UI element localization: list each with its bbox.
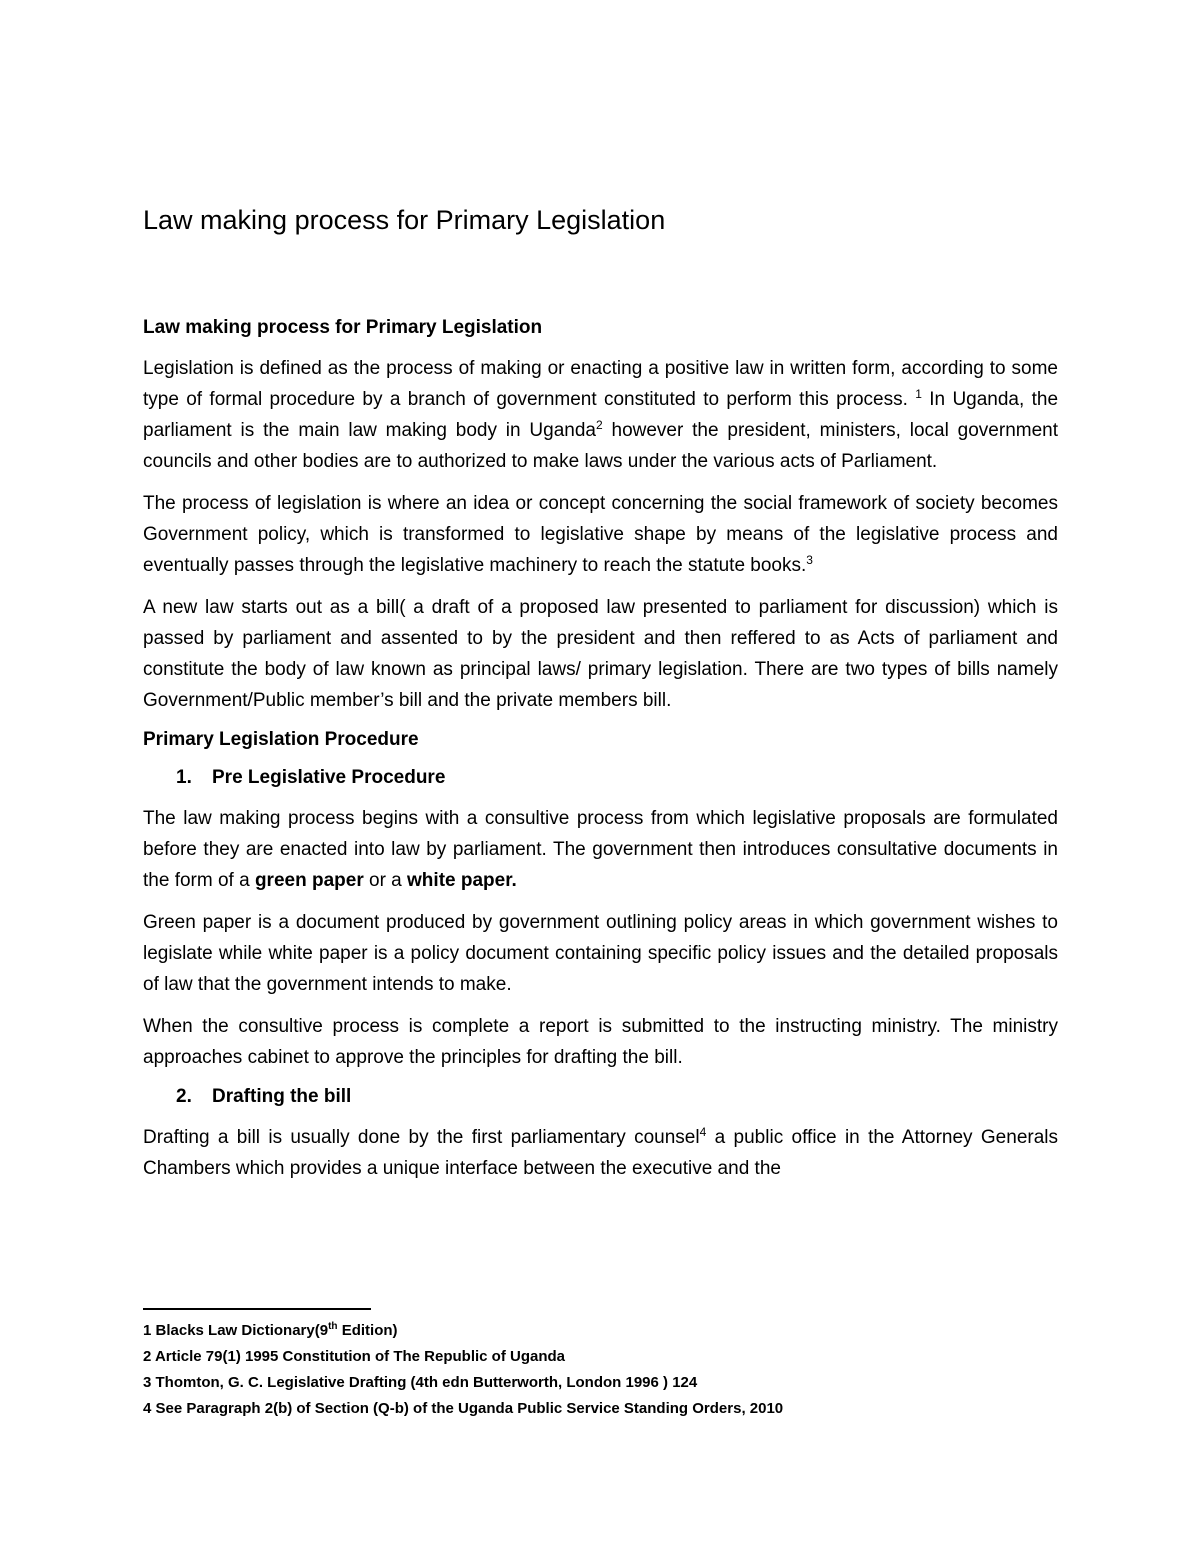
numbered-heading-2: [143, 1084, 1058, 1110]
bold-term-green-paper: green paper: [254, 870, 364, 891]
document-body: [143, 315, 1058, 1184]
list-number: 1.: [176, 767, 192, 788]
document-title: Law making process for Primary Legislation: [143, 205, 666, 235]
list-heading-label: Pre Legislative Procedure: [212, 767, 446, 788]
paragraph-green-paper: Green paper is a document produced by government outlining policy areas in which government wishes to legislate while white paper is a policy document containing specific policy issues and the detailed proposals of law that the government intends to make.: [143, 912, 1058, 995]
procedure-heading: Primary Legislation Procedure: [143, 729, 419, 750]
paragraph-text: Legislation is defined as the process of making or enacting a positive law in written form, according to some type of formal procedure by a branch of government constituted to perform this process.: [143, 358, 1058, 410]
paragraph-drafting: [143, 1122, 1058, 1184]
paragraph-report: When the consultive process is complete a report is submitted to the instructing ministry. The ministry approaches cabinet to approve the principles for drafting the bill.: [143, 1016, 1058, 1068]
footnote-ref-4[interactable]: 4: [699, 1125, 707, 1139]
paragraph-text: In Uganda, the parliament is the main law making body in Uganda: [143, 389, 1059, 441]
list-heading-label: Drafting the bill: [212, 1086, 352, 1107]
bold-term-white-paper: white paper.: [407, 870, 517, 891]
paragraph-consultive: [143, 803, 1058, 896]
paragraph-text: The law making process begins with a consultive process from which legislative proposals are formulated before they are enacted into law by parliament. The government then introduces consultative documents in the form of a: [143, 808, 1058, 891]
document-page: [143, 0, 1058, 1553]
paragraph-text: Drafting a bill is usually done by the first parliamentary counsel: [143, 1127, 700, 1148]
footnote-ref-1[interactable]: 1: [915, 387, 922, 401]
footnote-separator: [143, 1308, 371, 1310]
paragraph-text: however the president, ministers, local government councils and other bodies are to authorized to make laws under the various acts of Parliament.: [143, 420, 1059, 472]
footnote-2: 2 Article 79(1) 1995 Constitution of The Republic of Uganda: [143, 1348, 565, 1365]
paragraph-definition: [143, 353, 1058, 477]
footnote-1: 1 Blacks Law Dictionary(9th Edition): [143, 1321, 398, 1339]
footnotes: [143, 1318, 1058, 1422]
paragraph-text: or a: [369, 870, 402, 891]
list-number: 2.: [176, 1086, 192, 1107]
paragraph-new-law: A new law starts out as a bill( a draft of a proposed law presented to parliament for discussion) which is passed by parliament and assented to by the president and then reffered to as Acts of parliament and constitute the body of law known as principal laws/ primary legislation. There are two types of bills namely Government/Public member’s bill and the private members bill.: [143, 597, 1058, 711]
paragraph-process: [143, 488, 1058, 581]
paragraph-text: a public office in the Attorney Generals Chambers which provides a unique interface between the executive and the: [143, 1127, 1058, 1179]
section-heading: Law making process for Primary Legislation: [143, 317, 543, 338]
footnote-ref-3[interactable]: 3: [806, 553, 813, 567]
numbered-heading-1: [143, 765, 1058, 791]
footnote-3: 3 Thomton, G. C. Legislative Drafting (4th edn Butterworth, London 1996 ) 124: [143, 1374, 698, 1391]
paragraph-text: The process of legislation is where an idea or concept concerning the social framework of society becomes Government policy, which is transformed to legislative shape by means of the legislative process and eventually passes through the legislative machinery to reach the statute books.: [143, 493, 1058, 576]
footnote-4: 4 See Paragraph 2(b) of Section (Q-b) of the Uganda Public Service Standing Orders, 2010: [143, 1400, 784, 1417]
footnote-ref-2[interactable]: 2: [595, 418, 603, 432]
